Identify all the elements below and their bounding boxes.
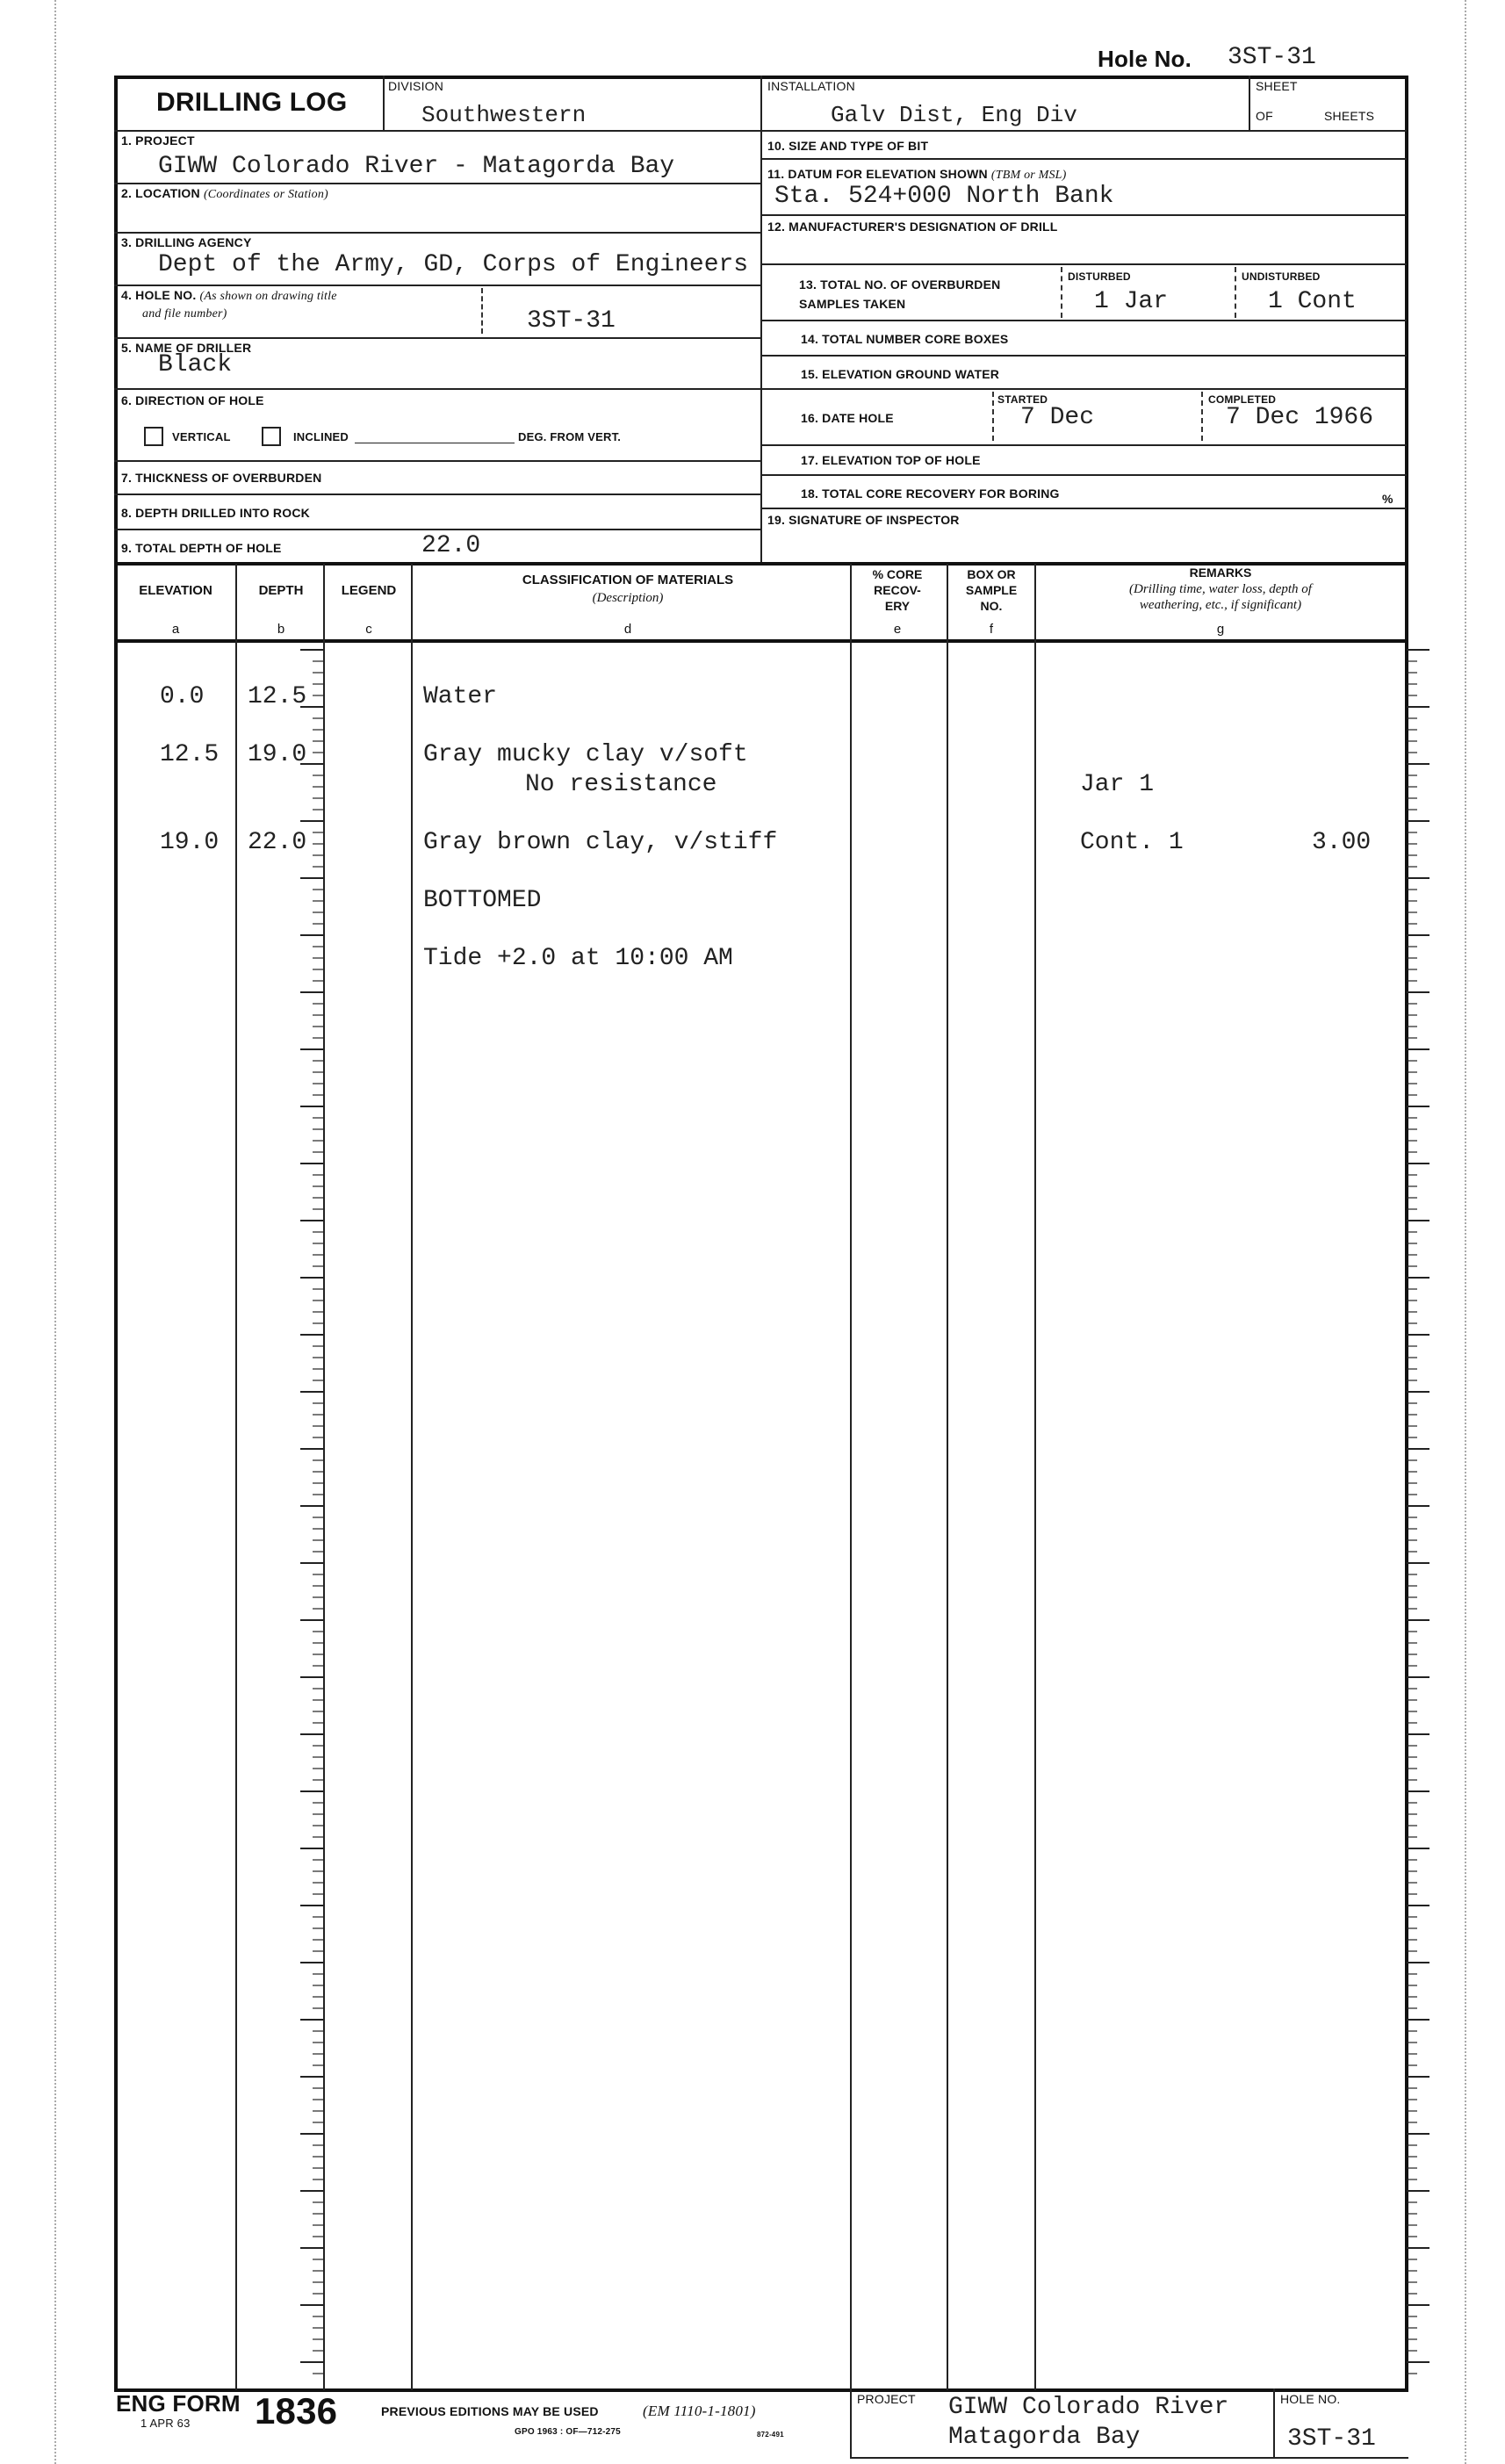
rock-depth-label: 8. DEPTH DRILLED INTO ROCK: [121, 506, 310, 520]
eng-form-number: 1836: [255, 2390, 338, 2432]
started-label: STARTED: [997, 393, 1048, 406]
footer-project-line1: GIWW Colorado River: [948, 2394, 1229, 2421]
form-date: 1 APR 63: [140, 2417, 191, 2430]
date-hole-label: 16. DATE HOLE: [801, 411, 894, 425]
col-remarks: REMARKS: [1189, 566, 1252, 580]
row1-description: Water: [423, 683, 498, 710]
row1-depth: 12.5: [248, 683, 307, 710]
ground-water-label: 15. ELEVATION GROUND WATER: [801, 367, 1000, 381]
em-reference: (EM 1110-1-1801): [643, 2403, 756, 2419]
row2-elevation: 12.5: [160, 741, 220, 768]
footer-hole-value: 3ST-31: [1287, 2425, 1376, 2453]
datum-value: Sta. 524+000 North Bank: [774, 183, 1114, 210]
drill-designation-label: 12. MANUFACTURER'S DESIGNATION OF DRILL: [767, 220, 1058, 234]
started-value: 7 Dec: [1020, 404, 1095, 431]
footer-hole-label: HOLE NO.: [1280, 2392, 1341, 2406]
total-depth-value: 22.0: [421, 532, 481, 559]
sheet-of: OF: [1256, 109, 1273, 123]
location-label: 2. LOCATION (Coordinates or Station): [121, 186, 328, 201]
gpo-line: GPO 1963 : OF—712-275: [515, 2427, 621, 2437]
driller-value: Black: [158, 351, 233, 378]
bit-label: 10. SIZE AND TYPE OF BIT: [767, 139, 929, 153]
row4-remark: Cont. 1: [1080, 829, 1184, 856]
project-label: 1. PROJECT: [121, 133, 195, 148]
row6-description: Tide +2.0 at 10:00 AM: [423, 945, 733, 972]
previous-editions: PREVIOUS EDITIONS MAY BE USED: [381, 2404, 599, 2418]
division-label: DIVISION: [388, 79, 444, 93]
disturbed-label: DISTURBED: [1068, 270, 1131, 283]
col-core: % CORE: [872, 567, 923, 581]
row2-depth: 19.0: [248, 741, 307, 768]
row5-description: BOTTOMED: [423, 887, 542, 914]
division-value: Southwestern: [421, 102, 587, 128]
col-depth: DEPTH: [258, 583, 304, 598]
project-value: GIWW Colorado River - Matagorda Bay: [158, 153, 675, 180]
hole-no-field-label-2: and file number): [142, 307, 227, 321]
driller-label: 5. NAME OF DRILLER: [121, 341, 252, 355]
row4-depth: 22.0: [248, 829, 307, 856]
hole-no-field-value: 3ST-31: [527, 307, 616, 335]
eng-form-label: ENG FORM: [116, 2390, 241, 2417]
sheet-label: SHEET: [1256, 79, 1298, 93]
col-box: BOX OR: [967, 567, 1016, 581]
sheets-label: SHEETS: [1324, 109, 1375, 123]
samples-label-2: SAMPLES TAKEN: [799, 297, 906, 311]
agency-value: Dept of the Army, GD, Corps of Engineers: [158, 251, 749, 278]
datum-label: 11. DATUM FOR ELEVATION SHOWN (TBM or MSL): [767, 167, 1067, 182]
row1-elevation: 0.0: [160, 683, 205, 710]
row2-description: Gray mucky clay v/soft: [423, 741, 748, 768]
form-title: DRILLING LOG: [156, 88, 348, 117]
undisturbed-value: 1 Cont: [1268, 288, 1357, 315]
total-depth-label: 9. TOTAL DEPTH OF HOLE: [121, 541, 282, 555]
deg-label: DEG. FROM VERT.: [518, 430, 622, 443]
installation-label: INSTALLATION: [767, 79, 855, 93]
hole-no-label: Hole No.: [1098, 46, 1192, 72]
col-legend: LEGEND: [341, 583, 397, 598]
footer-project-label: PROJECT: [857, 2392, 916, 2406]
row3-description: No resistance: [525, 771, 717, 798]
inspector-label: 19. SIGNATURE OF INSPECTOR: [767, 513, 960, 527]
hole-no-value: 3ST-31: [1228, 44, 1316, 71]
samples-label: 13. TOTAL NO. OF OVERBURDEN: [799, 277, 1001, 292]
row4-description: Gray brown clay, v/stiff: [423, 829, 778, 856]
core-boxes-label: 14. TOTAL NUMBER CORE BOXES: [801, 332, 1009, 346]
completed-label: COMPLETED: [1208, 393, 1277, 406]
direction-label: 6. DIRECTION OF HOLE: [121, 393, 264, 407]
completed-value: 7 Dec 1966: [1226, 404, 1374, 431]
print-code: 872-491: [757, 2431, 784, 2439]
undisturbed-label: UNDISTURBED: [1242, 270, 1321, 283]
disturbed-value: 1 Jar: [1094, 288, 1169, 315]
core-recovery-label: 18. TOTAL CORE RECOVERY FOR BORING: [801, 486, 1060, 501]
row3-remark: Jar 1: [1080, 771, 1155, 798]
installation-value: Galv Dist, Eng Div: [831, 102, 1077, 128]
row4-elevation: 19.0: [160, 829, 220, 856]
col-elevation: ELEVATION: [139, 583, 212, 598]
elevation-top-label: 17. ELEVATION TOP OF HOLE: [801, 453, 981, 467]
agency-label: 3. DRILLING AGENCY: [121, 235, 252, 249]
col-classification: CLASSIFICATION OF MATERIALS: [522, 573, 734, 587]
vertical-label: VERTICAL: [172, 430, 231, 443]
hole-no-field-label: 4. HOLE NO. (As shown on drawing title: [121, 288, 337, 303]
core-recovery-pct: %: [1382, 492, 1393, 506]
overburden-label: 7. THICKNESS OF OVERBURDEN: [121, 471, 322, 485]
inclined-label: INCLINED: [293, 430, 349, 443]
row4-remark-value: 3.00: [1312, 829, 1372, 856]
footer-project-line2: Matagorda Bay: [948, 2424, 1141, 2451]
